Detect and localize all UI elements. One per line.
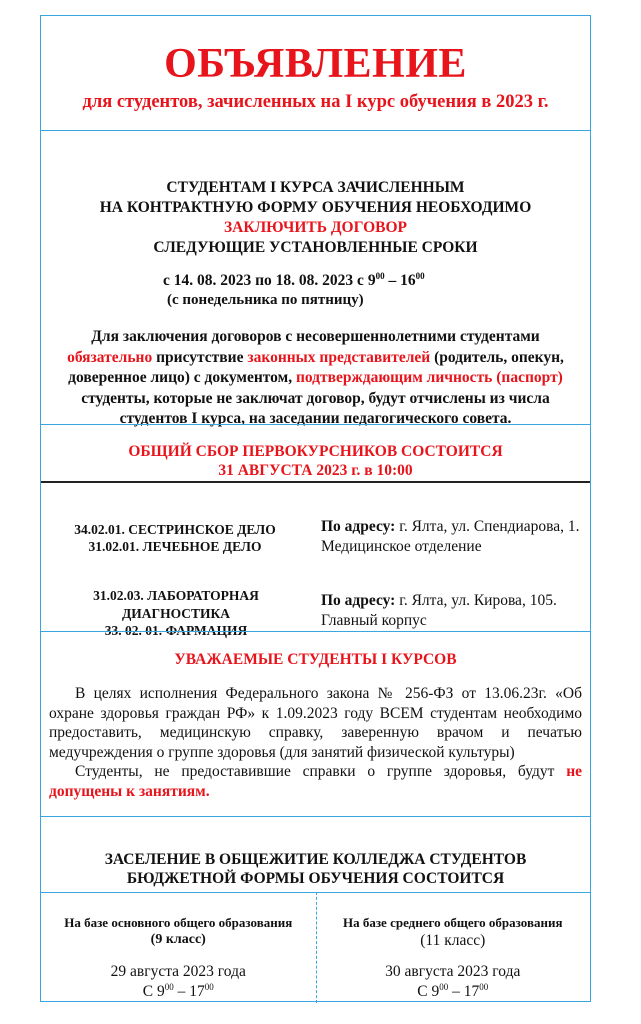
contract-dates [163,271,425,290]
time-sup: 00 [415,271,425,281]
specialty-label: 33. 02. 01. ФАРМАЦИЯ [104,623,248,638]
gathering-section [41,424,590,481]
body-emphasis: подтверждающим личность (паспорт) [295,369,563,386]
address-label: По адресу: [321,518,396,535]
specialty-label: 31.02.01. ЛЕЧЕБНОЕ ДЕЛО [88,539,262,554]
body-text: студенты, которые не заключат договор, будут отчислены из числа студентов I курса, на заседании педагогического совета. [81,389,550,427]
grade-label: (9 класс) [150,932,206,947]
address-department: Главный корпус [321,612,427,629]
schedule-date: 30 августа 2023 года [385,963,521,980]
contract-section [41,130,590,427]
locations-section [41,481,590,638]
health-section [41,631,590,816]
contract-heading-line: СЛЕДУЮЩИЕ УСТАНОВЛЕННЫЕ СРОКИ [153,239,478,256]
schedule-col-secondary [316,892,591,1003]
schedule-time [316,982,591,1001]
body-text: (родитель, опекун, доверенное лицо) с документом, [68,348,564,386]
specialty-label: 31.02.03. ЛАБОРАТОРНАЯ [93,588,259,603]
address-2 [321,591,587,631]
contract-heading [41,178,590,258]
time-text: С 9 [142,983,165,1001]
dormitory-heading [41,850,590,888]
time-sup: 00 [439,982,449,992]
page-title: ОБЪЯВЛЕНИЕ [164,41,467,87]
time-text: – 16 [384,272,416,290]
body-emphasis: законных представителей [247,348,431,366]
health-paragraph: В целях исполнения Федерального закона № 256-ФЗ от 13.06.23г. «Об охране здоровья граждан РФ» к 1.09.2023 году ВСЕМ студентам необходимо предоставить, медицинскую справку, заверенную врачом и печатью медучреждения о группе здоровья (для занятий физической культуры) [49,685,582,761]
schedule-col-basic [41,892,316,1003]
education-basis: На базе основного общего образования [64,915,293,930]
contract-body [47,327,584,430]
contract-heading-line: НА КОНТРАКТНУЮ ФОРМУ ОБУЧЕНИЯ НЕОБХОДИМО [99,199,532,216]
time-sup: 00 [164,982,174,992]
body-emphasis: не допущены к занятиям. [49,763,582,800]
contract-heading-emphasis: ЗАКЛЮЧИТЬ ДОГОВОР [223,219,408,236]
contract-weekdays: (с понедельника по пятницу) [167,292,364,308]
schedule-section [41,892,590,1003]
time-sup: 00 [204,982,214,992]
body-emphasis: обязательно [67,348,153,366]
announcement-frame [40,15,591,1002]
health-paragraph [49,762,582,801]
gathering-heading [41,442,590,480]
time-text: – 17 [173,983,205,1001]
time-sup: 00 [375,271,385,281]
time-text: – 17 [448,983,480,1001]
health-heading: УВАЖАЕМЫЕ СТУДЕНТЫ I КУРСОВ [174,651,457,668]
dates-text: с 14. 08. 2023 по 18. 08. 2023 с 9 [163,272,376,290]
dormitory-line: БЮДЖЕТНОЙ ФОРМЫ ОБУЧЕНИЯ СОСТОИТСЯ [126,870,505,887]
header-section [41,16,590,130]
specialties-group-1 [43,521,307,555]
education-basis: На базе среднего общего образования [342,915,563,930]
address-text: г. Ялта, ул. Кирова, 105. [395,592,557,609]
time-sup: 00 [479,982,489,992]
dormitory-section [41,816,590,892]
time-text: С 9 [417,983,440,1001]
body-text: Для заключения договоров с несовершеннолетними студентами [91,328,540,345]
address-department: Медицинское отделение [321,538,482,555]
address-label: По адресу: [321,592,396,609]
schedule-date: 29 августа 2023 года [110,963,246,980]
divider-dark [41,481,590,483]
specialty-label: 34.02.01. СЕСТРИНСКОЕ ДЕЛО [74,522,276,537]
grade-label: (11 класс) [420,932,486,949]
dormitory-line: ЗАСЕЛЕНИЕ В ОБЩЕЖИТИЕ КОЛЛЕДЖА СТУДЕНТОВ [104,851,527,868]
address-1 [321,517,587,557]
specialty-label: ДИАГНОСТИКА [121,605,231,621]
body-text: Студенты, не предоставившие справки о группе здоровья, будут [75,763,567,780]
gathering-date: 31 АВГУСТА 2023 г. в 10:00 [218,462,413,479]
schedule-time [41,982,316,1001]
contract-heading-line: СТУДЕНТАМ I КУРСА ЗАЧИСЛЕННЫМ [166,179,465,196]
page-subtitle: для студентов, зачисленных на I курс обучения в 2023 г. [82,92,549,112]
health-body [49,684,582,801]
gathering-line: ОБЩИЙ СБОР ПЕРВОКУРСНИКОВ СОСТОИТСЯ [128,443,503,460]
address-text: г. Ялта, ул. Спендиарова, 1. [395,518,580,535]
body-text: присутствие [152,348,248,366]
